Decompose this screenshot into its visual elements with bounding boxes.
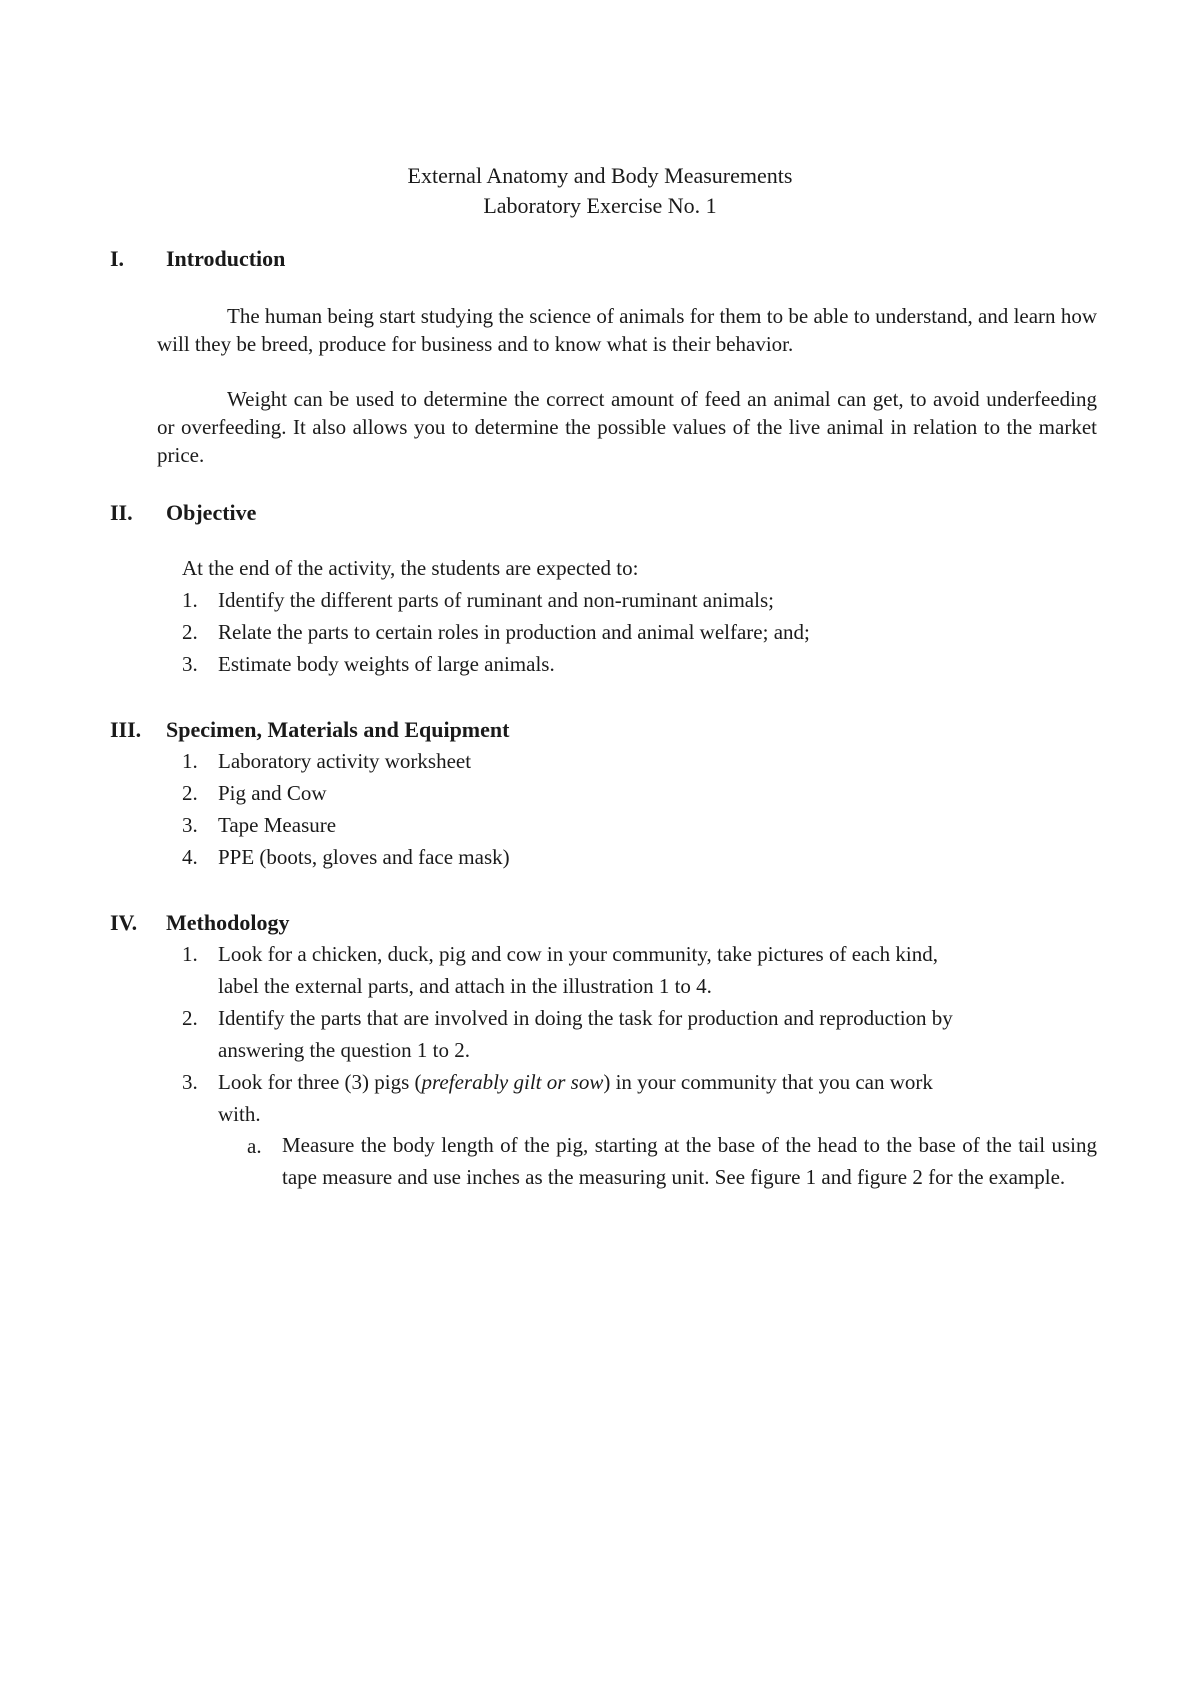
document-subtitle: Laboratory Exercise No. 1 <box>483 193 717 218</box>
list-item-line: Look for a chicken, duck, pig and cow in your community, take pictures of each kind, <box>218 942 939 966</box>
section-title: Introduction <box>166 246 286 271</box>
list-item: Laboratory activity worksheet <box>218 749 472 773</box>
list-number: 1. <box>182 749 198 773</box>
list-number: 2. <box>182 1006 198 1030</box>
section-number: I. <box>110 246 125 271</box>
objective-lead: At the end of the activity, the students are expected to: <box>182 556 639 580</box>
list-item-line: Look for three (3) pigs (preferably gilt or sow) in your community that you can work <box>218 1070 933 1094</box>
section-title: Specimen, Materials and Equipment <box>166 717 510 742</box>
list-number: 3. <box>182 813 198 837</box>
list-item: Identify the different parts of ruminant and non-ruminant animals; <box>218 588 774 612</box>
list-number: 3. <box>182 1070 198 1094</box>
intro-paragraph-1: The human being start studying the science of animals for them to be able to understand, and learn how will they be breed, produce for business and to know what is their behavior. <box>157 304 1097 356</box>
list-number: 1. <box>182 588 198 612</box>
list-number: 1. <box>182 942 198 966</box>
section-number: III. <box>110 717 142 742</box>
list-item: Tape Measure <box>218 813 337 837</box>
section-title: Objective <box>166 500 257 525</box>
list-item: Relate the parts to certain roles in production and animal welfare; and; <box>218 620 810 644</box>
list-item-line: label the external parts, and attach in the illustration 1 to 4. <box>218 974 712 998</box>
list-item: Estimate body weights of large animals. <box>218 652 555 676</box>
list-item: Pig and Cow <box>218 781 327 805</box>
list-item-line: answering the question 1 to 2. <box>218 1038 470 1062</box>
section-title: Methodology <box>166 910 290 935</box>
sub-list-letter: a. <box>247 1134 262 1158</box>
list-item: PPE (boots, gloves and face mask) <box>218 845 510 869</box>
list-number: 3. <box>182 652 198 676</box>
sub-list-item: Measure the body length of the pig, starting at the base of the head to the base of the tail using tape measure and use inches as the measuring unit. See figure 1 and figure 2 for the example. <box>282 1133 1097 1189</box>
list-item-line: with. <box>218 1102 261 1126</box>
section-number: IV. <box>110 910 138 935</box>
list-number: 4. <box>182 845 198 869</box>
list-number: 2. <box>182 620 198 644</box>
section-heading-methodology <box>110 910 289 936</box>
emphasis-text: preferably gilt or sow <box>421 1070 604 1094</box>
section-heading-introduction <box>110 246 285 272</box>
section-number: II. <box>110 500 133 525</box>
list-number: 2. <box>182 781 198 805</box>
section-heading-materials <box>110 717 509 743</box>
intro-paragraph-2: Weight can be used to determine the correct amount of feed an animal can get, to avoid underfeeding or overfeeding. It also allows you to determine the possible values of the live animal in relation to the market price. <box>157 387 1097 467</box>
list-item-line: Identify the parts that are involved in doing the task for production and reproduction by <box>218 1006 953 1030</box>
section-heading-objective <box>110 500 256 526</box>
document-title: External Anatomy and Body Measurements <box>407 163 793 188</box>
